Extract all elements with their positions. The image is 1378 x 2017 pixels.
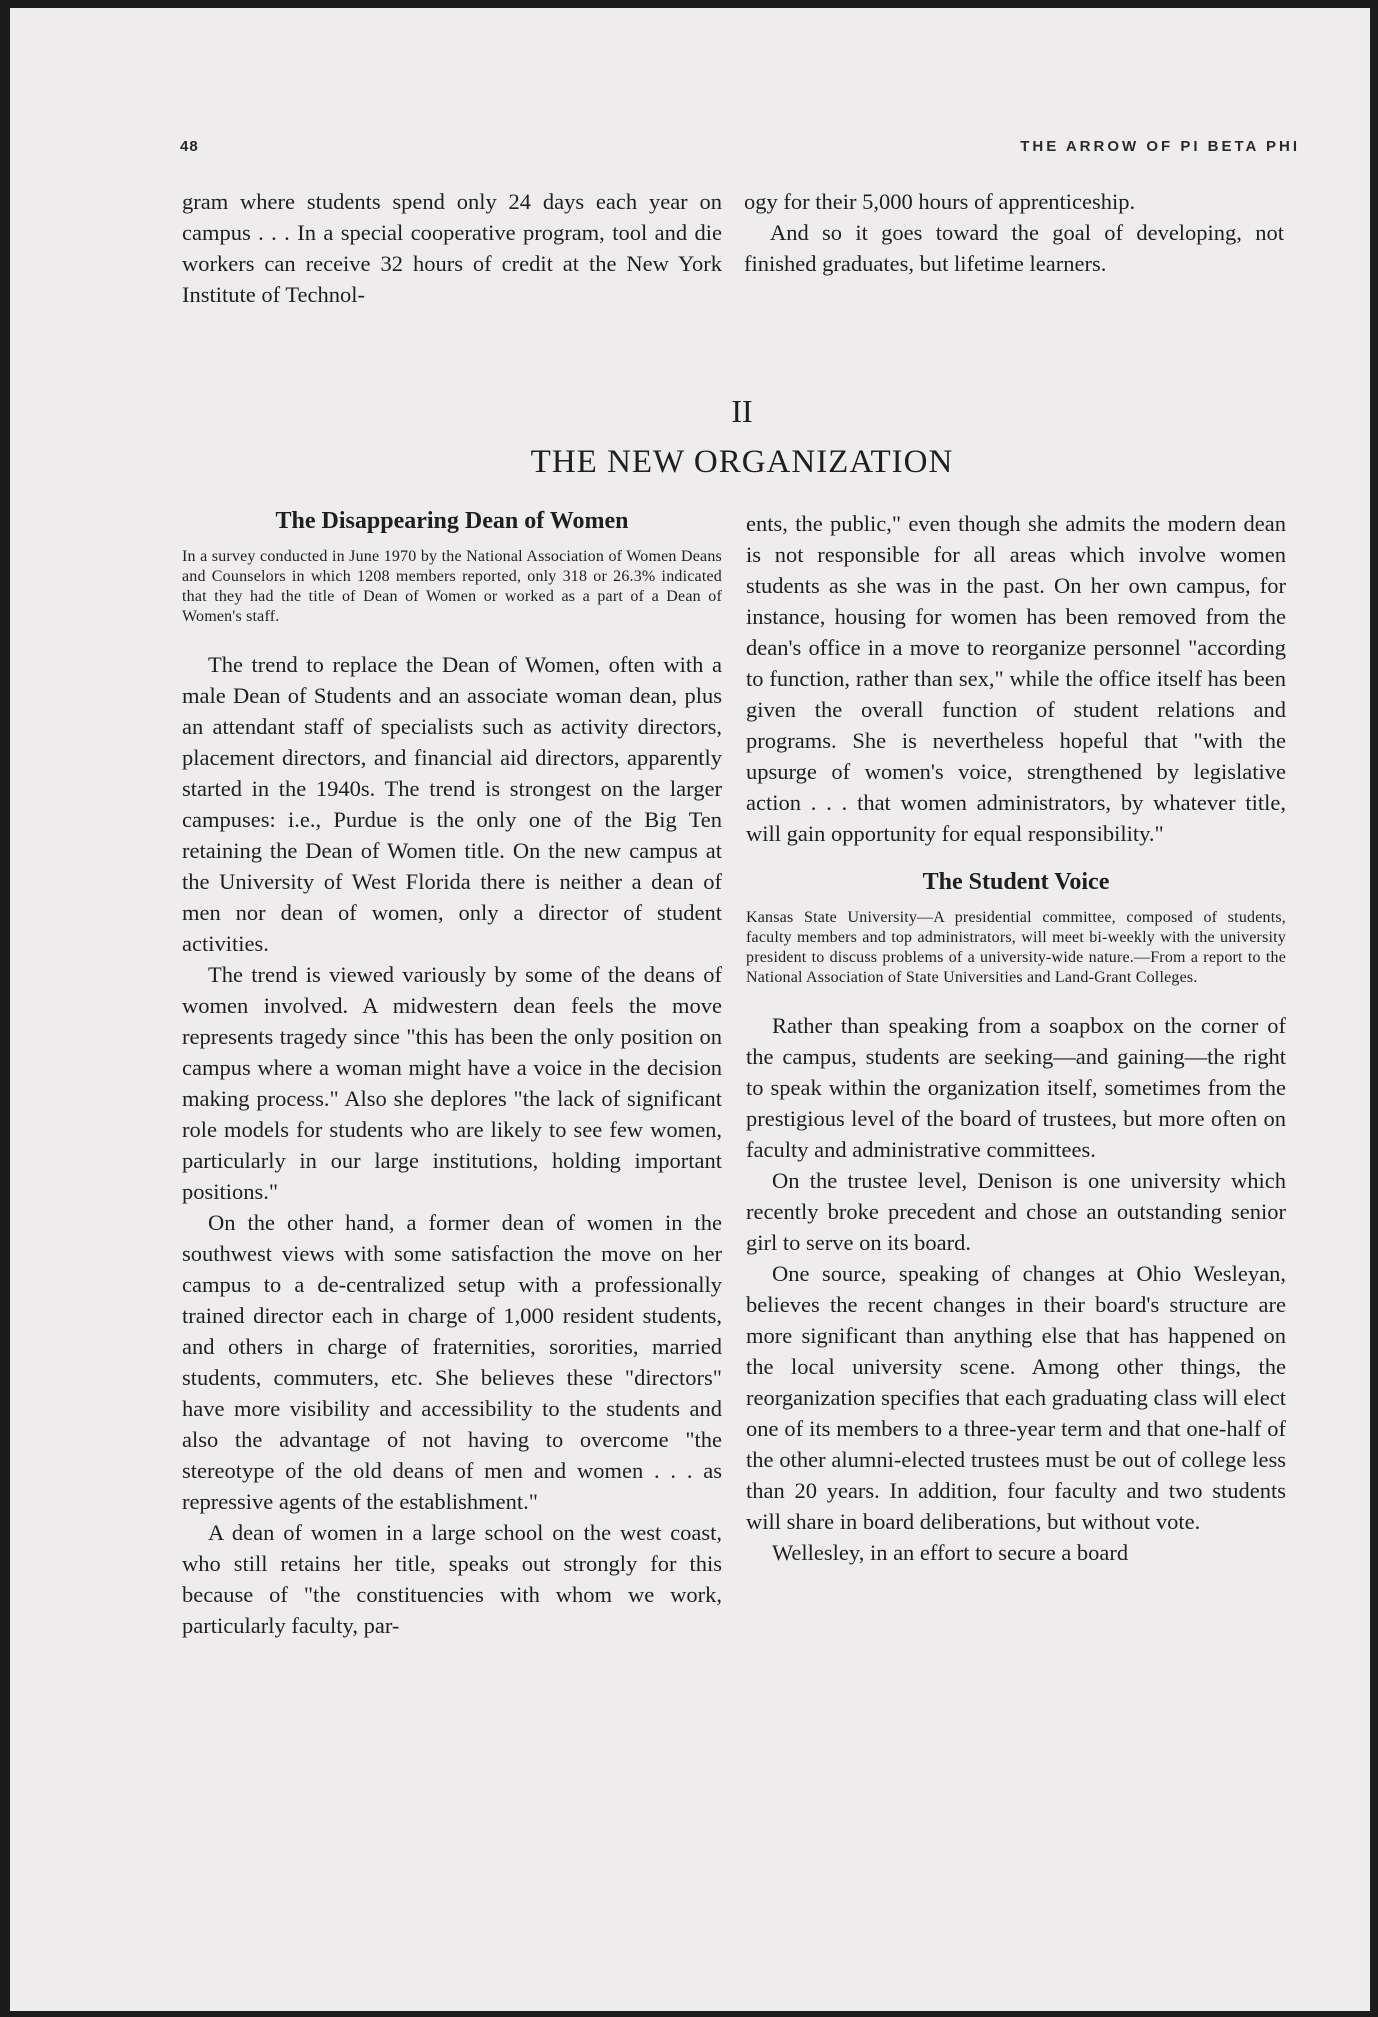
- running-title: THE ARROW OF PI BETA PHI: [1020, 138, 1300, 155]
- dean-article-paragraph-3: On the other hand, a former dean of women in the southwest views with some satisfaction the move on her campus to a de-centralized setup with a professionally trained director each in charge of 1,000 resident students, and others in charge of fraternities, sororities, married students, commuters, etc. She believes these "directors" have more visibility and accessibility to the students and also the advantage of not having to overcome "the stereotype of the old deans of men and women . . . as repressive agents of the establishment.": [182, 1210, 722, 1514]
- intro-right-paragraph-2: And so it goes toward the goal of developing, not finished graduates, but lifetime learners.: [744, 220, 1284, 276]
- scanned-page: [10, 8, 1370, 2011]
- section-title: THE NEW ORGANIZATION: [530, 444, 954, 480]
- intro-left-paragraph: gram where students spend only 24 days each year on campus . . . In a special cooperative program, tool and die workers can receive 32 hours of credit at the New York Institute of Technol-: [182, 189, 722, 307]
- student-article-paragraph-4: Wellesley, in an effort to secure a board: [772, 1540, 1129, 1565]
- right-body-column: [746, 508, 1286, 1568]
- student-article-paragraph-2: On the trustee level, Denison is one university which recently broke precedent and chose an outstanding senior girl to serve on its board.: [746, 1168, 1286, 1255]
- student-article-abstract: Kansas State University—A presidential committee, composed of students, faculty members and top administrators, will meet bi-weekly with the university president to discuss problems of a university-wide nature.—From a report to the National Association of State Universities and Land-Grant Colleges.: [746, 909, 1286, 986]
- dean-article-abstract: In a survey conducted in June 1970 by the National Association of Women Deans and Counselors in which 1208 members reported, only 318 or 26.3% indicated that they had the title of Dean of Women or worked as a part of a Dean of Women's staff.: [182, 548, 722, 625]
- section-numeral: II: [731, 393, 753, 429]
- dean-article-paragraph-2: The trend is viewed variously by some of the deans of women involved. A midwestern dean feels the move represents tragedy since "this has been the only position on campus where a woman might have a voice in the decision making process." Also she deplores "the lack of significant role models for students who are likely to see few women, particularly in our large institutions, holding important positions.": [182, 962, 722, 1204]
- intro-left-column: [182, 186, 722, 310]
- dean-article-paragraph-5: ents, the public," even though she admits the modern dean is not responsible for all areas which involve women students as she was in the past. On her own campus, for instance, housing for women has been removed from the dean's office in a move to reorganize personnel "according to function, rather than sex," while the office itself has been given the overall function of student relations and programs. She is nevertheless hopeful that "with the upsurge of women's voice, strengthened by legislative action . . . that women administrators, by whatever title, will gain opportunity for equal responsibility.": [746, 511, 1286, 846]
- dean-article-paragraph-4: A dean of women in a large school on the west coast, who still retains her title, speaks out strongly for this because of "the constituencies with whom we work, particularly faculty, par-: [182, 1520, 722, 1638]
- running-header: [180, 130, 1300, 160]
- student-article-paragraph-3: One source, speaking of changes at Ohio Wesleyan, believes the recent changes in their board's structure are more significant than anything else that has happened on the local university scene. Among other things, the reorganization specifies that each graduating class will elect one of its members to a three-year term and that one-half of the other alumni-elected trustees must be out of college less than 20 years. In addition, four faculty and two students will share in board deliberations, but without vote.: [746, 1261, 1286, 1534]
- student-voice-article: [746, 869, 1286, 1568]
- dean-article-title: The Disappearing Dean of Women: [275, 508, 629, 534]
- student-article-title: The Student Voice: [922, 869, 1110, 895]
- intro-right-column: [744, 186, 1284, 279]
- dean-article-left-column: [182, 508, 722, 1641]
- page-number: 48: [180, 138, 199, 155]
- dean-article-paragraph-1: The trend to replace the Dean of Women, often with a male Dean of Students and an associate woman dean, plus an attendant staff of specialists such as activity directors, placement directors, and financial aid directors, apparently started in the 1940s. The trend is strongest on the larger campuses: i.e., Purdue is the only one of the Big Ten retaining the Dean of Women title. On the new campus at the University of West Florida there is neither a dean of men nor dean of women, only a director of student activities.: [182, 652, 722, 956]
- student-article-paragraph-1: Rather than speaking from a soapbox on the corner of the campus, students are seeking—and gaining—the right to speak within the organization itself, sometimes from the prestigious level of the board of trustees, but more often on faculty and administrative committees.: [746, 1013, 1286, 1162]
- intro-right-paragraph-1: ogy for their 5,000 hours of apprenticeship.: [744, 189, 1136, 214]
